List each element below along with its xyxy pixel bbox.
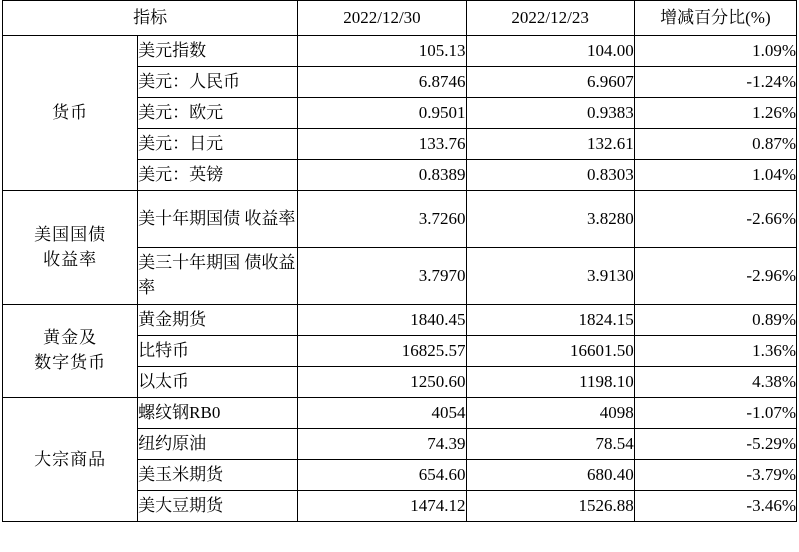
row-label-line1: 美十年期国债	[138, 208, 241, 228]
row-value-current: 0.9501	[298, 98, 466, 129]
market-indicators-table	[2, 0, 797, 522]
row-label-line2: 债收益率	[138, 253, 296, 297]
row-change: 4.38%	[634, 367, 796, 398]
row-value-current: 1840.45	[298, 305, 466, 336]
group-label-line2: 收益率	[43, 249, 98, 269]
row-change: -3.46%	[634, 491, 796, 522]
header-change-percent: 增减百分比(%)	[634, 1, 796, 36]
row-change: -2.66%	[634, 191, 796, 248]
row-value-current: 74.39	[298, 429, 466, 460]
group-label-line1: 美国国债	[34, 224, 107, 244]
row-change: -3.79%	[634, 460, 796, 491]
group-label-line1: 黄金及	[43, 328, 98, 348]
row-label: 黄金期货	[138, 305, 298, 336]
row-label: 美元指数	[138, 36, 298, 67]
row-label: 美元：英镑	[138, 160, 298, 191]
group-label-gold-crypto	[3, 305, 138, 398]
row-label: 美元：日元	[138, 129, 298, 160]
row-value-previous: 0.8303	[466, 160, 634, 191]
row-value-previous: 78.54	[466, 429, 634, 460]
row-change: -1.07%	[634, 398, 796, 429]
row-value-current: 16825.57	[298, 336, 466, 367]
header-indicator: 指标	[3, 1, 298, 36]
row-value-previous: 6.9607	[466, 67, 634, 98]
row-value-previous: 1526.88	[466, 491, 634, 522]
row-value-current: 1474.12	[298, 491, 466, 522]
group-label-treasury-yield	[3, 191, 138, 305]
row-label: 比特币	[138, 336, 298, 367]
group-label-commodities: 大宗商品	[3, 398, 138, 522]
row-value-previous: 1198.10	[466, 367, 634, 398]
row-change: 0.89%	[634, 305, 796, 336]
row-change: -1.24%	[634, 67, 796, 98]
row-value-current: 133.76	[298, 129, 466, 160]
row-value-previous: 3.8280	[466, 191, 634, 248]
row-change: 0.87%	[634, 129, 796, 160]
row-label: 美元：人民币	[138, 67, 298, 98]
row-value-current: 6.8746	[298, 67, 466, 98]
table-row	[3, 305, 797, 336]
row-value-previous: 680.40	[466, 460, 634, 491]
row-value-current: 3.7260	[298, 191, 466, 248]
table-header	[3, 1, 797, 36]
row-change: -2.96%	[634, 248, 796, 305]
row-label: 美元：欧元	[138, 98, 298, 129]
row-value-current: 3.7970	[298, 248, 466, 305]
row-label: 纽约原油	[138, 429, 298, 460]
row-value-previous: 3.9130	[466, 248, 634, 305]
group-label-currency: 货币	[3, 36, 138, 191]
table-row	[3, 191, 797, 248]
row-label-line1: 美三十年期国	[138, 253, 241, 273]
row-label: 美玉米期货	[138, 460, 298, 491]
row-change: 1.26%	[634, 98, 796, 129]
row-value-current: 1250.60	[298, 367, 466, 398]
table-row	[3, 36, 797, 67]
table-row	[3, 398, 797, 429]
row-change: -5.29%	[634, 429, 796, 460]
row-label: 以太币	[138, 367, 298, 398]
row-value-current: 654.60	[298, 460, 466, 491]
row-change: 1.36%	[634, 336, 796, 367]
row-value-current: 105.13	[298, 36, 466, 67]
row-label: 美大豆期货	[138, 491, 298, 522]
row-change: 1.04%	[634, 160, 796, 191]
table-body	[3, 36, 797, 522]
row-label: 螺纹钢RB0	[138, 398, 298, 429]
row-label	[138, 248, 298, 305]
header-date-current: 2022/12/30	[298, 1, 466, 36]
row-change: 1.09%	[634, 36, 796, 67]
row-value-previous: 104.00	[466, 36, 634, 67]
header-row	[3, 1, 797, 36]
row-value-previous: 132.61	[466, 129, 634, 160]
row-value-previous: 4098	[466, 398, 634, 429]
row-value-current: 4054	[298, 398, 466, 429]
row-label-line2: 收益率	[244, 208, 296, 228]
row-label	[138, 191, 298, 248]
row-value-current: 0.8389	[298, 160, 466, 191]
row-value-previous: 16601.50	[466, 336, 634, 367]
group-label-line2: 数字货币	[34, 353, 107, 372]
row-value-previous: 0.9383	[466, 98, 634, 129]
row-value-previous: 1824.15	[466, 305, 634, 336]
header-date-previous: 2022/12/23	[466, 1, 634, 36]
